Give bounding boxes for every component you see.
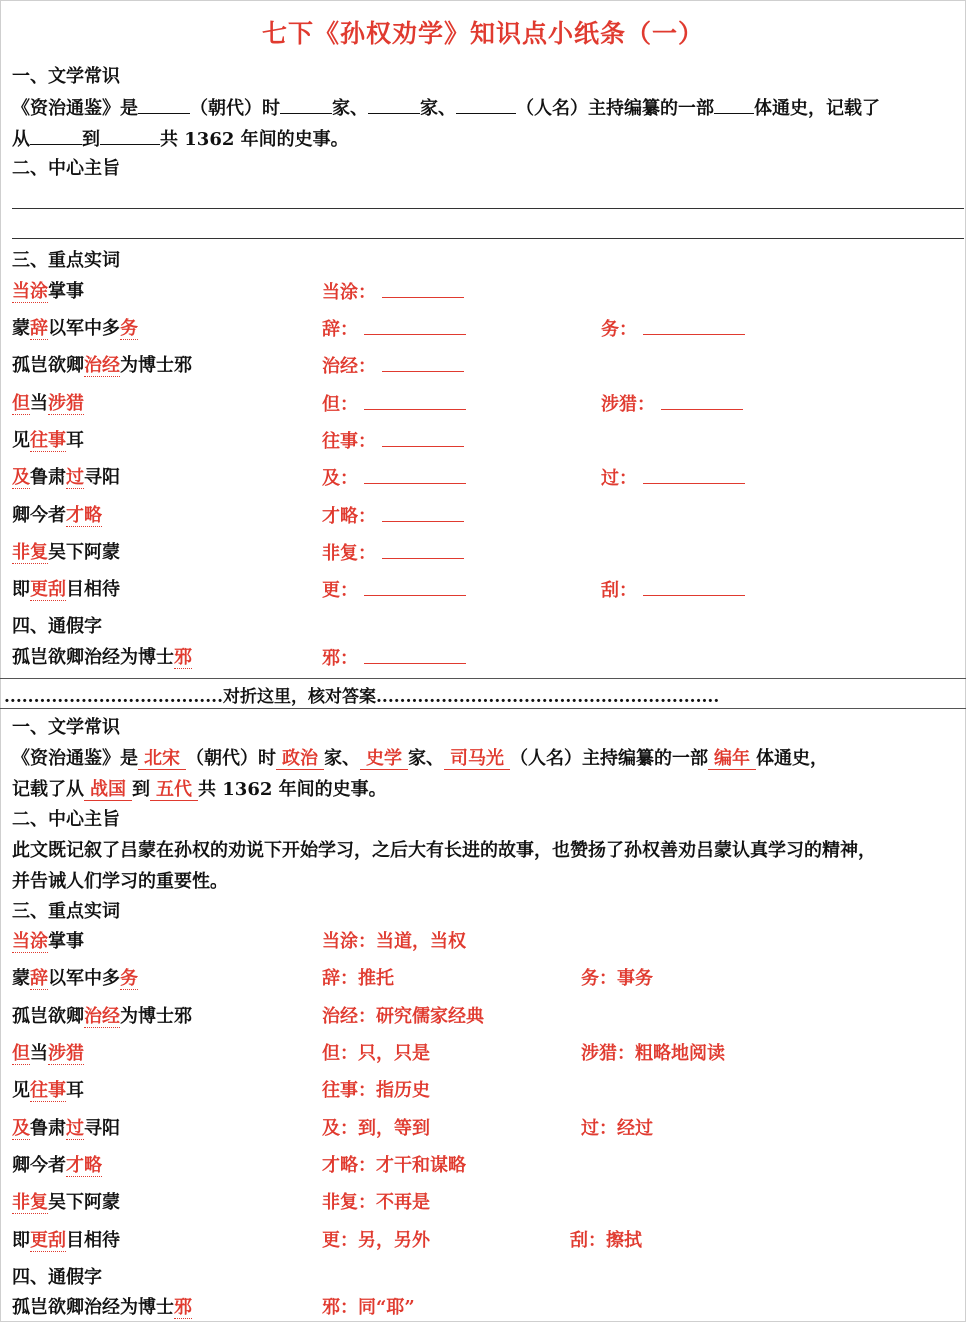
word-label	[322, 647, 466, 670]
phrase-part: 即	[12, 579, 30, 600]
answer-blank	[364, 467, 466, 484]
blank	[456, 97, 516, 114]
phrase	[12, 1297, 192, 1319]
answer-blank	[364, 579, 466, 596]
phrase-part: 掌事	[48, 281, 84, 302]
phrase-part: 孤岂欲卿	[12, 1006, 84, 1027]
phrase-part: 涉猎	[48, 393, 84, 414]
phrase-part: 治经	[84, 355, 120, 376]
word-label	[322, 430, 464, 453]
word-label-text: 当涂：	[322, 282, 376, 303]
word-label	[322, 467, 466, 490]
word-label-text: 及：	[322, 468, 358, 489]
fold-label: 对折这里，核对答案	[222, 687, 376, 707]
q-section-theme: 二、中心主旨	[12, 158, 120, 179]
answer-text: 涉猎：粗略地阅读	[581, 1043, 725, 1064]
phrase	[12, 393, 84, 415]
phrase	[12, 318, 138, 340]
phrase-part: 吴下阿蒙	[48, 1192, 120, 1213]
word-label-text: 辞：	[322, 319, 358, 340]
phrase-part: 往事	[30, 1080, 66, 1101]
phrase-part: 治经	[84, 1006, 120, 1027]
phrase	[12, 647, 192, 669]
phrase-part: 寻阳	[84, 467, 120, 488]
word-label	[322, 281, 464, 304]
a-literary-line-2: 记载了从 战国 到 五代 共 1362 年间的史事。	[12, 779, 387, 800]
phrase-part: 涉猎	[48, 1043, 84, 1064]
answer-blank	[661, 393, 743, 410]
word-label-text: 更：	[322, 580, 358, 601]
phrase-part: 当涂	[12, 931, 48, 952]
word-label-text: 往事：	[322, 431, 376, 452]
word-label-text: 但：	[322, 394, 358, 415]
phrase-part: 耳	[66, 1080, 84, 1101]
word-label-text: 治经：	[322, 356, 376, 377]
phrase-part: 吴下阿蒙	[48, 542, 120, 563]
blank	[138, 97, 190, 114]
phrase-part: 卿今者	[12, 1155, 66, 1176]
phrase	[12, 931, 84, 953]
phrase-part: 过	[66, 1118, 84, 1139]
phrase	[12, 281, 84, 303]
phrase	[12, 579, 120, 601]
answer-text: 过：经过	[581, 1118, 653, 1139]
phrase-part: 更刮	[30, 1230, 66, 1251]
phrase-part: 当	[30, 1043, 48, 1064]
word-label	[322, 579, 466, 602]
a-section-literary: 一、文学常识	[12, 717, 120, 738]
answer-blank	[382, 430, 464, 447]
blank	[30, 128, 82, 145]
answer-blank	[382, 355, 464, 372]
phrase-part: 邪	[174, 1297, 192, 1318]
answer-text: 当涂：当道，当权	[322, 931, 466, 952]
answer-blank	[382, 281, 464, 298]
phrase-part: 为博士邪	[120, 355, 192, 376]
answer-blank	[364, 647, 466, 664]
phrase-part: 更刮	[30, 579, 66, 600]
answer-text: 才略：才干和谋略	[322, 1155, 466, 1176]
word-label	[601, 318, 745, 341]
phrase	[12, 1006, 192, 1028]
answer-blank	[364, 318, 466, 335]
answer-text: 刮：擦拭	[570, 1230, 642, 1251]
word-label	[601, 579, 745, 602]
phrase	[12, 505, 102, 527]
phrase-part: 辞	[30, 968, 48, 989]
word-label	[322, 318, 466, 341]
answer-text: 务：事务	[581, 968, 653, 989]
phrase-part: 即	[12, 1230, 30, 1251]
answer-line	[12, 208, 964, 209]
phrase-part: 务	[120, 968, 138, 989]
phrase-part: 当	[30, 393, 48, 414]
phrase-part: 见	[12, 430, 30, 451]
q-literary-line-1: 《资治通鉴》是 （朝代）时 家、 家、 （人名）主持编纂的一部 体通史，记载了	[12, 98, 880, 119]
phrase	[12, 1080, 84, 1102]
blank	[368, 97, 420, 114]
word-label-text: 才略：	[322, 506, 376, 527]
phrase-part: 才略	[66, 1155, 102, 1176]
phrase-part: 邪	[174, 647, 192, 668]
phrase-part: 寻阳	[84, 1118, 120, 1139]
phrase-part: 才略	[66, 505, 102, 526]
fold-line: .....................................对折这里，核对答案..........................................................	[0, 678, 966, 708]
word-label	[322, 355, 464, 378]
a-theme-line-2: 并告诫人们学习的重要性。	[12, 871, 228, 892]
word-label	[322, 505, 464, 528]
phrase-part: 孤岂欲卿	[12, 355, 84, 376]
q-section-literary: 一、文学常识	[12, 66, 120, 87]
phrase-part: 非复	[12, 1192, 48, 1213]
phrase-part: 孤岂欲卿治经为博士	[12, 647, 174, 668]
phrase-part: 非复	[12, 542, 48, 563]
answer-blank	[643, 467, 745, 484]
blank	[280, 97, 332, 114]
phrase	[12, 1155, 102, 1177]
answer-text: 往事：指历史	[322, 1080, 430, 1101]
a-theme-line-1: 此文既记叙了吕蒙在孙权的劝说下开始学习，之后大有长进的故事，也赞扬了孙权善劝吕蒙认真学习的精神，	[12, 840, 876, 861]
answer-text: 非复：不再是	[322, 1192, 430, 1213]
a-section-tongjia: 四、通假字	[12, 1267, 102, 1288]
answer-blank	[364, 393, 466, 410]
word-label	[322, 393, 466, 416]
phrase-part: 孤岂欲卿治经为博士	[12, 1297, 174, 1318]
answer-text: 治经：研究儒家经典	[322, 1006, 484, 1027]
phrase-part: 耳	[66, 430, 84, 451]
phrase-part: 蒙	[12, 318, 30, 339]
phrase-part: 及	[12, 467, 30, 488]
phrase	[12, 968, 138, 990]
a-section-words: 三、重点实词	[12, 901, 120, 922]
answer-blank	[643, 579, 745, 596]
phrase-part: 见	[12, 1080, 30, 1101]
a-section-theme: 二、中心主旨	[12, 809, 120, 830]
word-label-text: 过：	[601, 468, 637, 489]
answer-text: 邪：同“耶”	[322, 1297, 415, 1318]
phrase-part: 辞	[30, 318, 48, 339]
phrase	[12, 1118, 120, 1140]
phrase-part: 但	[12, 393, 30, 414]
word-label-text: 非复：	[322, 543, 376, 564]
phrase-part: 以军中多	[48, 968, 120, 989]
word-label-text: 务：	[601, 319, 637, 340]
q-literary-line-2: 从 到 共 1362 年间的史事。	[12, 129, 349, 150]
phrase	[12, 1043, 84, 1065]
answer-blank	[643, 318, 745, 335]
phrase-part: 但	[12, 1043, 30, 1064]
phrase	[12, 355, 192, 377]
phrase-part: 鲁肃	[30, 1118, 66, 1139]
q-section-words: 三、重点实词	[12, 250, 120, 271]
phrase-part: 为博士邪	[120, 1006, 192, 1027]
phrase-part: 以军中多	[48, 318, 120, 339]
phrase-part: 蒙	[12, 968, 30, 989]
phrase	[12, 430, 84, 452]
phrase-part: 往事	[30, 430, 66, 451]
answer-text: 辞：推托	[322, 968, 394, 989]
q-section-tongjia: 四、通假字	[12, 616, 102, 637]
phrase-part: 目相待	[66, 1230, 120, 1251]
phrase-part: 掌事	[48, 931, 84, 952]
blank	[100, 128, 160, 145]
phrase-part: 卿今者	[12, 505, 66, 526]
page-title: 七下《孙权劝学》知识点小纸条（一）	[261, 19, 704, 48]
word-label	[601, 393, 743, 416]
phrase	[12, 1192, 120, 1214]
phrase-part: 及	[12, 1118, 30, 1139]
word-label-text: 涉猎：	[601, 394, 655, 415]
blank	[714, 97, 754, 114]
phrase-part: 过	[66, 467, 84, 488]
phrase	[12, 467, 120, 489]
answer-text: 及：到，等到	[322, 1118, 430, 1139]
phrase-part: 目相待	[66, 579, 120, 600]
phrase-part: 务	[120, 318, 138, 339]
phrase	[12, 542, 120, 564]
answer-text: 但：只，只是	[322, 1043, 430, 1064]
answer-blank	[382, 542, 464, 559]
phrase-part: 鲁肃	[30, 467, 66, 488]
answer-line	[12, 238, 964, 239]
word-label-text: 邪：	[322, 648, 358, 669]
phrase-part: 当涂	[12, 281, 48, 302]
phrase	[12, 1230, 120, 1252]
word-label	[322, 542, 464, 565]
answer-blank	[382, 505, 464, 522]
answer-text: 更：另，另外	[322, 1230, 430, 1251]
word-label-text: 刮：	[601, 580, 637, 601]
word-label	[601, 467, 745, 490]
a-literary-line-1: 《资治通鉴》是 北宋 （朝代）时 政治 家、 史学 家、 司马光 （人名）主持编纂的一部 编年 体通史，	[12, 748, 828, 769]
